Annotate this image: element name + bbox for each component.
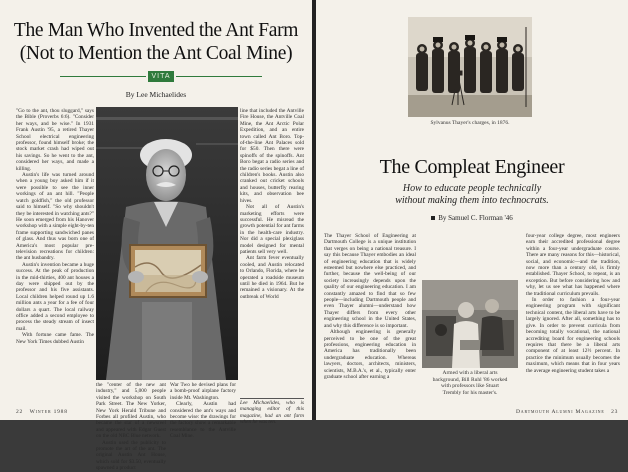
left-page <box>0 0 312 472</box>
photo-bill-ruhl-image <box>422 280 518 368</box>
page-number: 22 <box>16 409 24 415</box>
vita-rule-left <box>60 76 146 77</box>
page-number: 23 <box>611 409 619 415</box>
vita-rule-right <box>176 76 262 77</box>
photo-thayer-charges-image <box>408 17 532 117</box>
paragraph: War Two he devised plans for a bomb-proof airplane factory inside Mt. Washington. <box>170 382 236 401</box>
author-note <box>240 398 304 426</box>
article-column-2b <box>170 382 236 440</box>
article-byline <box>316 214 628 222</box>
photo-frank-austin-image <box>96 107 238 380</box>
author-note-text: Lee Michaelides, who is managing editor of this magazine, had an ant farm when he was ten. <box>240 400 304 426</box>
folio-page-number-right <box>516 409 618 415</box>
folio-page-number-left <box>16 409 68 415</box>
article-column-3 <box>240 108 304 396</box>
paragraph: Austin's life was turned around when a young boy asked him if it were possible to see the inner workings of an ant hill. "People watch goldfish," the old professor said to himself. "So why shouldn't they be interested in watching ants?" He soon emerged from his Hanover workshop with a simple eight-by-ten frame supporting sandwiched panes of glass. And thus was born one of America's most popular pre-television recreations for children: the ant husbandry. <box>16 172 94 262</box>
article-column-1 <box>16 108 94 390</box>
lead-paragraph: "Go to the ant, thou sluggard," says the Bible (Proverbs 6:6). "Consider her ways, and be wise." In 1931 Frank Austin '95, a retired Thayer School electrical engineering professor, found himself broke; the stock market crash had wiped out his savings. So he went to the ant, considered her ways, and made a killing. <box>16 108 94 172</box>
caption-line: Armed with a liberal arts <box>442 370 498 376</box>
vita-section-badge: VITA <box>148 71 174 82</box>
photo-caption: Sylvanus Thayer's charges, in 1876. <box>430 120 510 126</box>
article-column-3 <box>526 233 620 403</box>
article-column-1 <box>324 233 416 403</box>
paragraph: Ant farm fever eventually cooled, and Austin relocated to Orlando, Florida, where he operated a roadside museum until he died in 1964. But he remained a visionary. At the outbreak of World <box>240 255 304 300</box>
paragraph: With fortune came fame. The New York Times dubbed Austin <box>16 332 94 345</box>
article-title: The Compleat Engineer <box>379 156 565 178</box>
paragraph: four-year college degree, most engineers earn their accredited professional degree within a four-year undergraduate course. There are many reasons for this—historical, social, and economic—and the tradition, now more than a century old, is firmly established. Thayer School, to repeat, is an exception. But before considering how and why, let us see what has happened where the traditional curriculum prevails. <box>526 233 620 297</box>
photo-bill-ruhl <box>422 280 518 368</box>
paragraph: Austin's invention became a huge success. At the peak of production in the mid-thirties, 400 ant houses a day were shipped out by the professor and his five assistants. Local children helped round up 1.6 million ants a year for a fee of four dollars a quart. The local railway office added a second employee to process the steady stream of insect mail. <box>16 261 94 332</box>
byline-text: By Samuel C. Florman '46 <box>438 214 513 222</box>
article-subtitle-line1: How to educate people technically <box>402 183 542 194</box>
article-byline: By Lee Michaelides <box>125 90 187 99</box>
paragraph: Not all of Austin's marketing efforts were successful. He misread the growth potential for ant farms in the health-care industry. Nor did a special plexiglass model designed for mental patients sell very well. <box>240 204 304 255</box>
caption-line: with professors like Stuart <box>441 383 499 389</box>
paragraph: In order to fashion a four-year engineering program with significant technical content, the liberal arts have to be largely ignored. After all, something has to give. In order to prevent curricula from becoming totally vocational, the national accrediting board for engineering schools requires that there be a liberal arts component of at least 12½ percent. In practice the minimum usually becomes the maximum, which means that in four years the average engineering student takes a <box>526 297 620 374</box>
paragraph: Clearly, Austin had considered the ant's ways and become wise: the drawings for the factory show a remarkable resemblance to the Antville Coal Mine. <box>170 401 236 440</box>
bullet-square-icon <box>431 216 435 220</box>
paragraph: Austin used the publicity to promote the art of the ant. The original Austin Ant House, which sold for $3.50, eventually spawned a product <box>96 439 166 472</box>
magazine-name: Dartmouth Alumni Magazine <box>516 409 605 415</box>
photo-caption-2 <box>422 370 518 396</box>
right-page <box>316 0 628 420</box>
caption-line: Trembly for his master's. <box>442 389 498 396</box>
article-title-line1: The Man Who Invented the Ant Farm <box>13 20 299 41</box>
photo-thayer-charges <box>408 17 532 117</box>
caption-line: background, Bill Ruhl '86 worked <box>432 376 508 383</box>
article-column-2 <box>96 382 166 472</box>
lead-paragraph: The Thayer School of Engineering at Dartmouth College is a unique institution that verges on being a national treasure. I say this because Thayer embodies an ideal of engineering education that is widely esteemed but nowhere else practiced, and further, because the well-being of our society increasingly depends upon the quality of our engineering education. I am constantly amazed to find that so few people—including Dartmouth people and even Thayer alumni—understand how Thayer differs from every other engineering school in the United States, and why this difference is so important. <box>324 233 416 329</box>
paragraph: Although engineering is generally perceived to be one of the great professions, engineering education in America has traditionally been undergraduate education. Whereas lawyers, doctors, architects, ministers, scientists, M.B.A.'s, et al., typically enter graduate school after earning a <box>324 329 416 380</box>
photo-frank-austin <box>96 107 238 380</box>
paragraph: line that included the Antville Fire House, the Antville Coal Mine, the Ant Arctic Polar Expedition, and an entire town called Ant Boro. Top-of-the-line Ant Palaces sold for $50. Then there were spinoffs of the spinoffs. Ant Boro begat a radio series and the radio series begat a line of children's books. Austin also cranked out cricket schools and houses, butterfly rearing kits, and observation bee hives. <box>240 108 304 204</box>
article-title-line2: (Not to Mention the Ant Coal Mine) <box>19 43 293 64</box>
paragraph: the "center of the new ant industry," and 5,000 people visited the workshop on South Park Street. The New Yorker, New York Herald Tribune and Forbes all profiled Austin, who became the star of a newsreel and appeared with Edgar Guest on the old NBC Blue network. <box>96 382 166 440</box>
issue-label: Winter 1988 <box>29 409 68 415</box>
article-subtitle-line2: without making them into technocrats. <box>395 195 549 206</box>
